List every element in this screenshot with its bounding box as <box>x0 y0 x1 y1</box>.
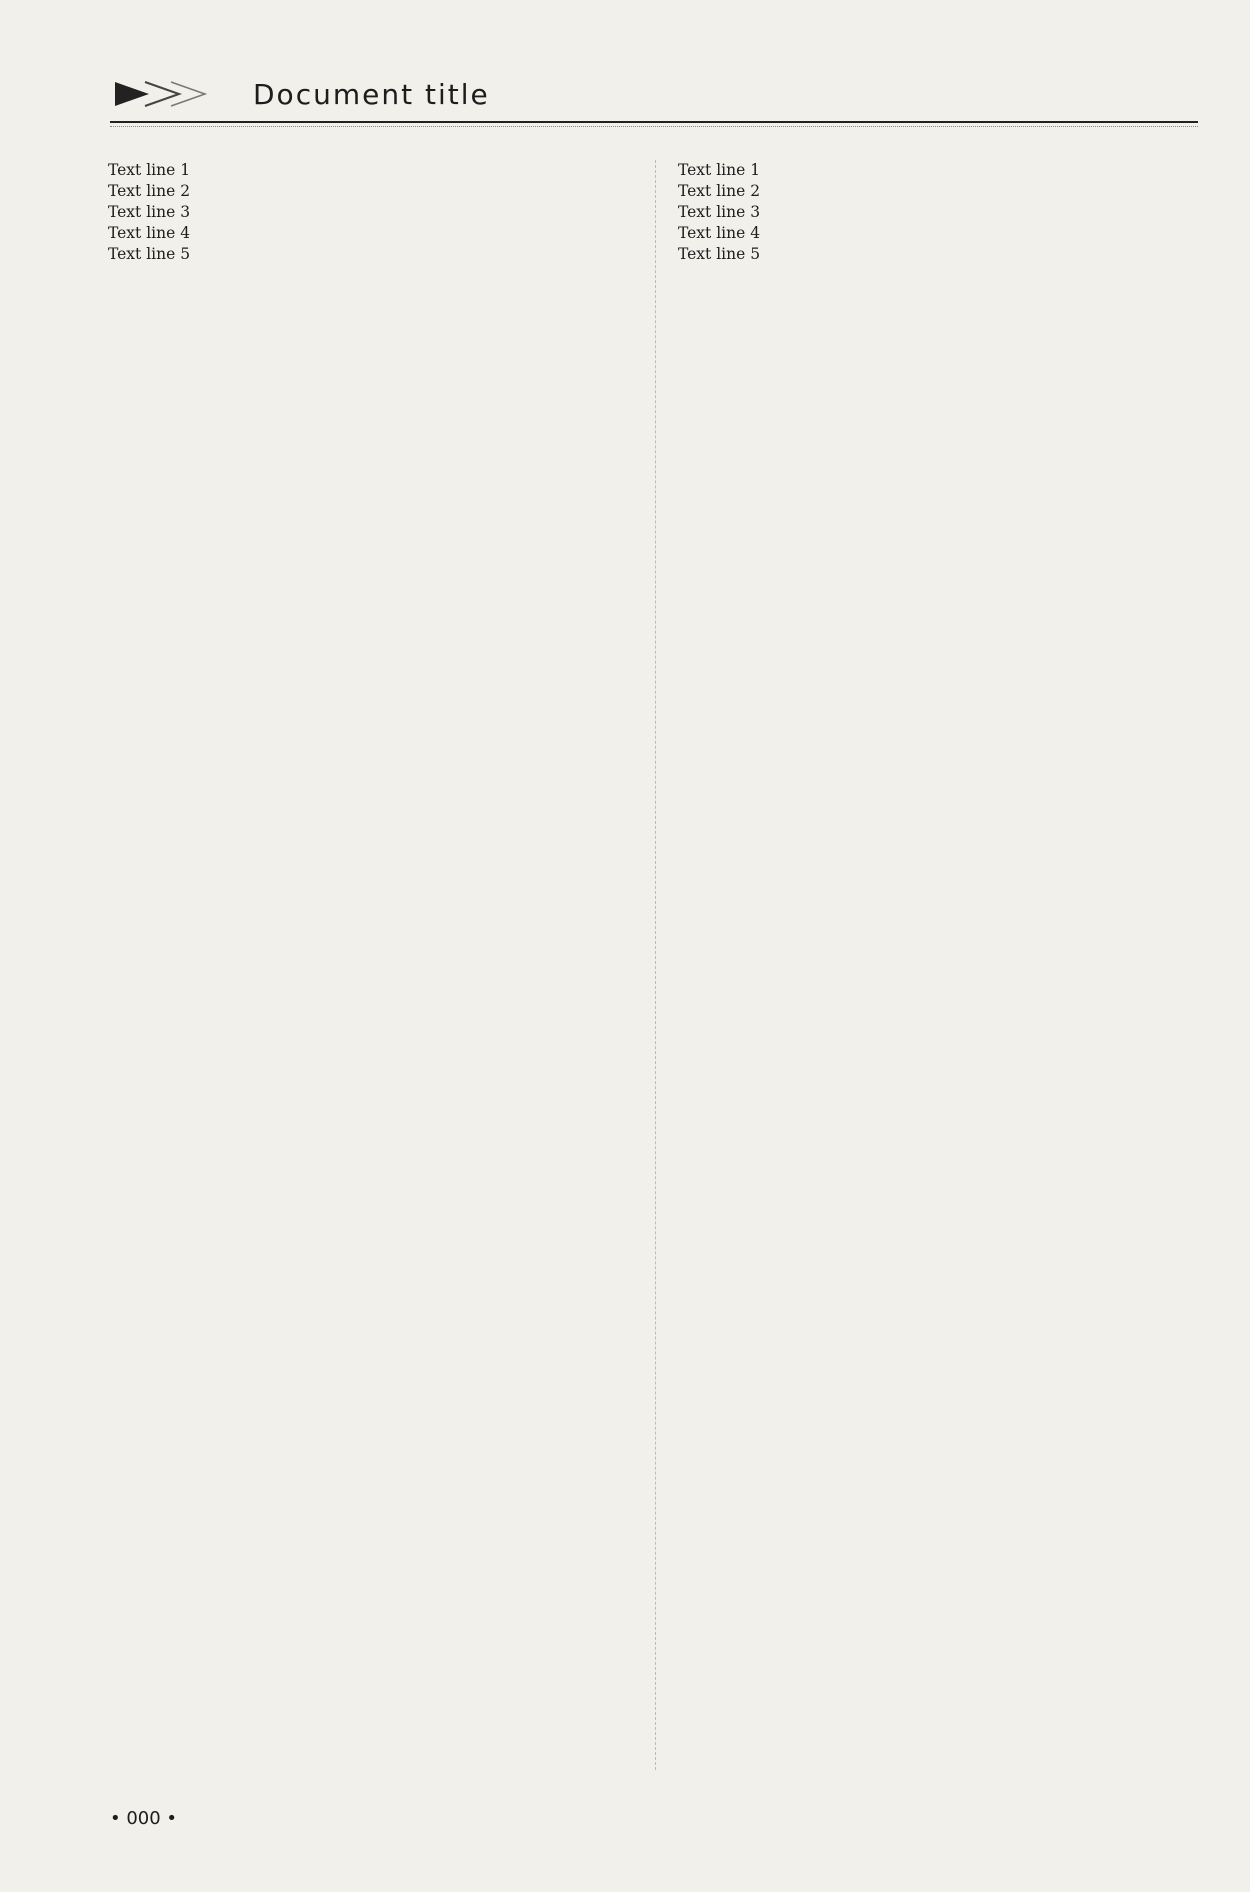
right-column <box>678 160 1198 265</box>
text-line: Text line 5 <box>678 245 761 263</box>
page-header <box>115 70 490 118</box>
column-divider <box>655 160 656 1770</box>
text-line: Text line 2 <box>678 182 761 200</box>
text-line: Text line 1 <box>678 161 761 179</box>
text-line: Text line 4 <box>108 224 191 242</box>
text-line: Text line 5 <box>108 245 191 263</box>
text-line: Text line 3 <box>678 203 761 221</box>
text-line: Text line 3 <box>108 203 191 221</box>
left-column <box>108 160 638 265</box>
arrow-logo-icon <box>115 74 235 114</box>
text-line: Text line 2 <box>108 182 191 200</box>
header-rule <box>110 121 1198 127</box>
page-number: • 000 • <box>110 1808 178 1829</box>
page-title: Document title <box>253 77 490 111</box>
text-line: Text line 4 <box>678 224 761 242</box>
text-line: Text line 1 <box>108 161 191 179</box>
